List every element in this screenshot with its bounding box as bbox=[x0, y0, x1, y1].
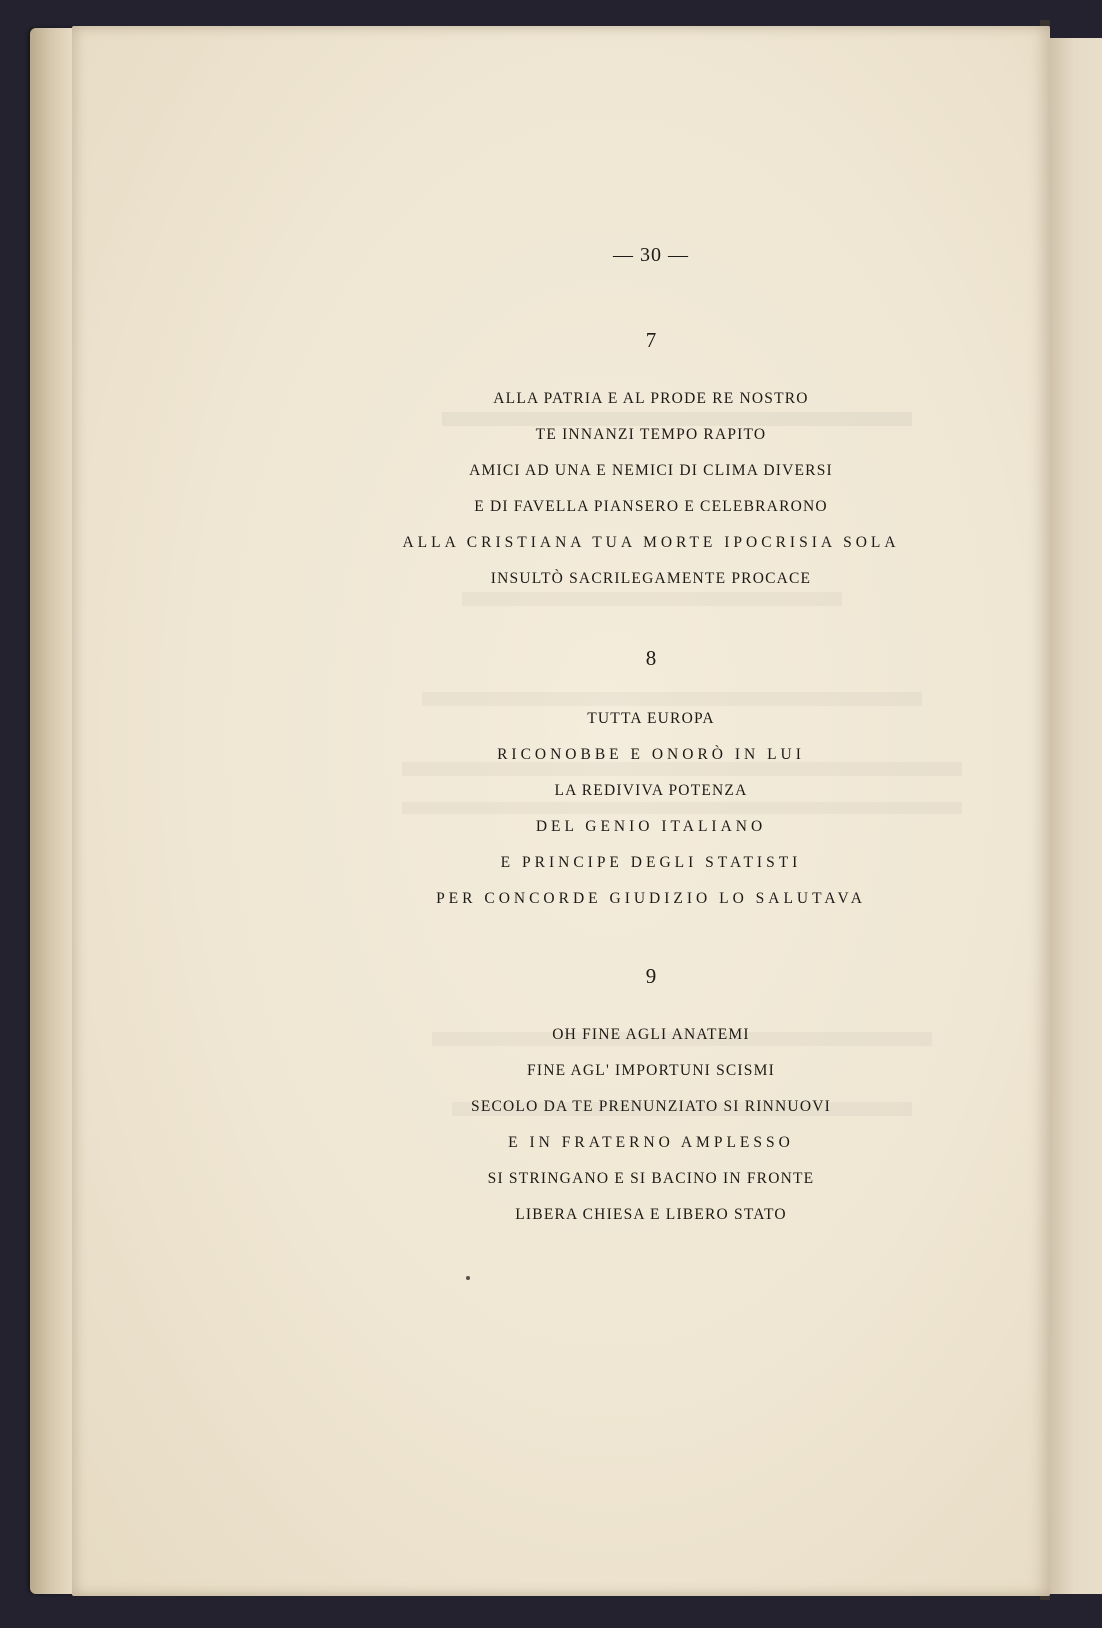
verse-line: SI STRINGANO E SI BACINO IN FRONTE bbox=[487, 1170, 815, 1187]
verse-line: LA REDIVIVA POTENZA bbox=[554, 782, 748, 799]
verse-line: E PRINCIPE DEGLI STATISTI bbox=[500, 854, 802, 871]
verse-line: INSULTÒ SACRILEGAMENTE PROCACE bbox=[490, 570, 812, 587]
ink-speck bbox=[466, 1276, 470, 1280]
show-through-mark bbox=[422, 692, 922, 706]
verse-line: TUTTA EUROPA bbox=[587, 710, 715, 727]
verse-line: AMICI AD UNA E NEMICI DI CLIMA DIVERSI bbox=[469, 462, 833, 479]
adjacent-page-edge bbox=[1048, 38, 1102, 1594]
verse-line: E DI FAVELLA PIANSERO E CELEBRARONO bbox=[474, 498, 828, 515]
verse-line: SECOLO DA TE PRENUNZIATO SI RINNUOVI bbox=[471, 1098, 831, 1115]
verse-line: LIBERA CHIESA E LIBERO STATO bbox=[515, 1206, 787, 1223]
section-number: 9 bbox=[645, 964, 657, 988]
section-number: 8 bbox=[645, 646, 657, 670]
show-through-mark bbox=[442, 412, 912, 426]
show-through-mark bbox=[462, 592, 842, 606]
verse-line: DEL GENIO ITALIANO bbox=[535, 818, 767, 835]
verse-line: ALLA CRISTIANA TUA MORTE IPOCRISIA SOLA bbox=[402, 534, 900, 551]
page-number: — 30 — bbox=[613, 244, 689, 266]
verse-line: TE INNANZI TEMPO RAPITO bbox=[535, 426, 767, 443]
verse-line: PER CONCORDE GIUDIZIO LO SALUTAVA bbox=[436, 890, 866, 907]
section-number: 7 bbox=[645, 328, 657, 352]
verse-line: ALLA PATRIA E AL PRODE RE NOSTRO bbox=[493, 390, 809, 407]
show-through-mark bbox=[402, 762, 962, 776]
verse-line: OH FINE AGLI ANATEMI bbox=[552, 1026, 750, 1043]
verse-line: FINE AGL' IMPORTUNI SCISMI bbox=[527, 1062, 775, 1079]
verse-line: RICONOBBE E ONORÒ IN LUI bbox=[497, 746, 805, 763]
verse-line: E IN FRATERNO AMPLESSO bbox=[508, 1134, 794, 1151]
show-through-mark bbox=[402, 802, 962, 814]
